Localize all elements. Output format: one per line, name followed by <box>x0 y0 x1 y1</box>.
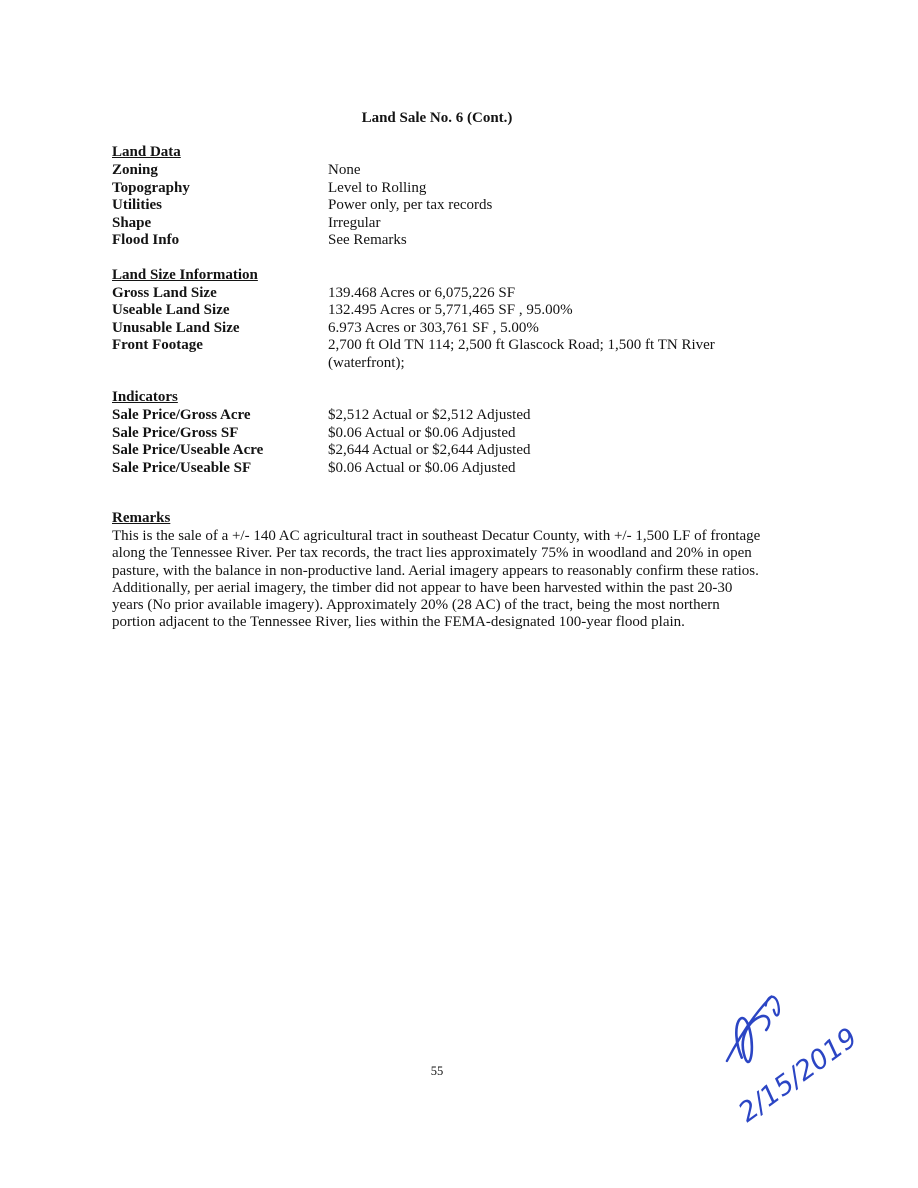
section-heading-land-size: Land Size Information <box>112 266 258 283</box>
field-value: Level to Rolling <box>328 179 427 196</box>
field-label: Front Footage <box>112 337 203 353</box>
field-row <box>112 232 762 250</box>
field-label: Topography <box>112 179 190 196</box>
field-row <box>112 425 762 443</box>
field-label: Flood Info <box>112 232 180 248</box>
field-label: Sale Price/Useable SF <box>112 459 252 476</box>
field-row <box>112 162 762 180</box>
field-value: 139.468 Acres or 6,075,226 SF <box>328 284 516 301</box>
field-row <box>112 180 762 198</box>
handwritten-date: 2/15/2019 <box>733 1022 864 1129</box>
signature-block <box>688 965 898 1145</box>
signature-scribble-icon <box>688 965 898 1145</box>
field-label: Useable Land Size <box>112 302 230 318</box>
field-value: Power only, per tax records <box>328 197 493 213</box>
field-value: $0.06 Actual or $0.06 Adjusted <box>328 459 516 476</box>
section-land-data <box>112 144 762 250</box>
field-label: Utilities <box>112 197 162 213</box>
signature-initials-stroke <box>723 1005 782 1063</box>
page-content <box>112 110 762 632</box>
remarks-paragraph: This is the sale of a +/- 140 AC agricultural tract in southeast Decatur County, with +/- 1,500 LF of frontage along the Tennessee River. Per tax records, the tract lies approximately 75% in woodland and 20% in open pasture, with the balance in non-productive land. Aerial imagery appears to reasonably confirm these ratios. Additionally, per aerial imagery, the timber did not appear to have been harvested within the past 20-30 years (No prior available imagery). Approximately 20% (28 AC) of the tract, being the most northern portion adjacent to the Tennessee River, lies within the FEMA-designated 100-year flood plain. <box>112 528 761 631</box>
field-label: Gross Land Size <box>112 284 217 301</box>
section-land-size <box>112 267 762 373</box>
field-value: Irregular <box>328 214 381 231</box>
field-value: $2,512 Actual or $2,512 Adjusted <box>328 407 531 423</box>
field-label: Unusable Land Size <box>112 319 240 336</box>
section-heading-remarks: Remarks <box>112 510 171 526</box>
field-label: Sale Price/Useable Acre <box>112 442 264 458</box>
field-row <box>112 285 762 303</box>
field-row <box>112 215 762 233</box>
field-label: Sale Price/Gross Acre <box>112 407 251 423</box>
section-remarks <box>112 510 762 632</box>
signature-tail-stroke <box>763 995 784 1017</box>
field-row <box>112 320 762 338</box>
field-label: Shape <box>112 214 152 231</box>
field-row <box>112 460 762 478</box>
field-value: $0.06 Actual or $0.06 Adjusted <box>328 424 516 441</box>
field-row <box>112 442 762 460</box>
field-label: Zoning <box>112 162 158 178</box>
page-title: Land Sale No. 6 (Cont.) <box>361 110 513 126</box>
field-row <box>112 302 762 320</box>
field-label: Sale Price/Gross SF <box>112 424 239 441</box>
section-indicators <box>112 389 762 477</box>
field-row <box>112 197 762 215</box>
field-row <box>112 407 762 425</box>
field-row <box>112 337 762 372</box>
field-value: $2,644 Actual or $2,644 Adjusted <box>328 442 531 458</box>
page-number: 55 <box>430 1064 444 1078</box>
section-heading-land-data: Land Data <box>112 144 181 160</box>
section-heading-indicators: Indicators <box>112 389 178 405</box>
field-value: See Remarks <box>328 232 407 248</box>
field-value: 6.973 Acres or 303,761 SF , 5.00% <box>328 319 539 336</box>
field-value: 132.495 Acres or 5,771,465 SF , 95.00% <box>328 302 573 318</box>
field-value: 2,700 ft Old TN 114; 2,500 ft Glascock Road; 1,500 ft TN River (waterfront); <box>328 337 715 371</box>
field-value: None <box>328 162 361 178</box>
